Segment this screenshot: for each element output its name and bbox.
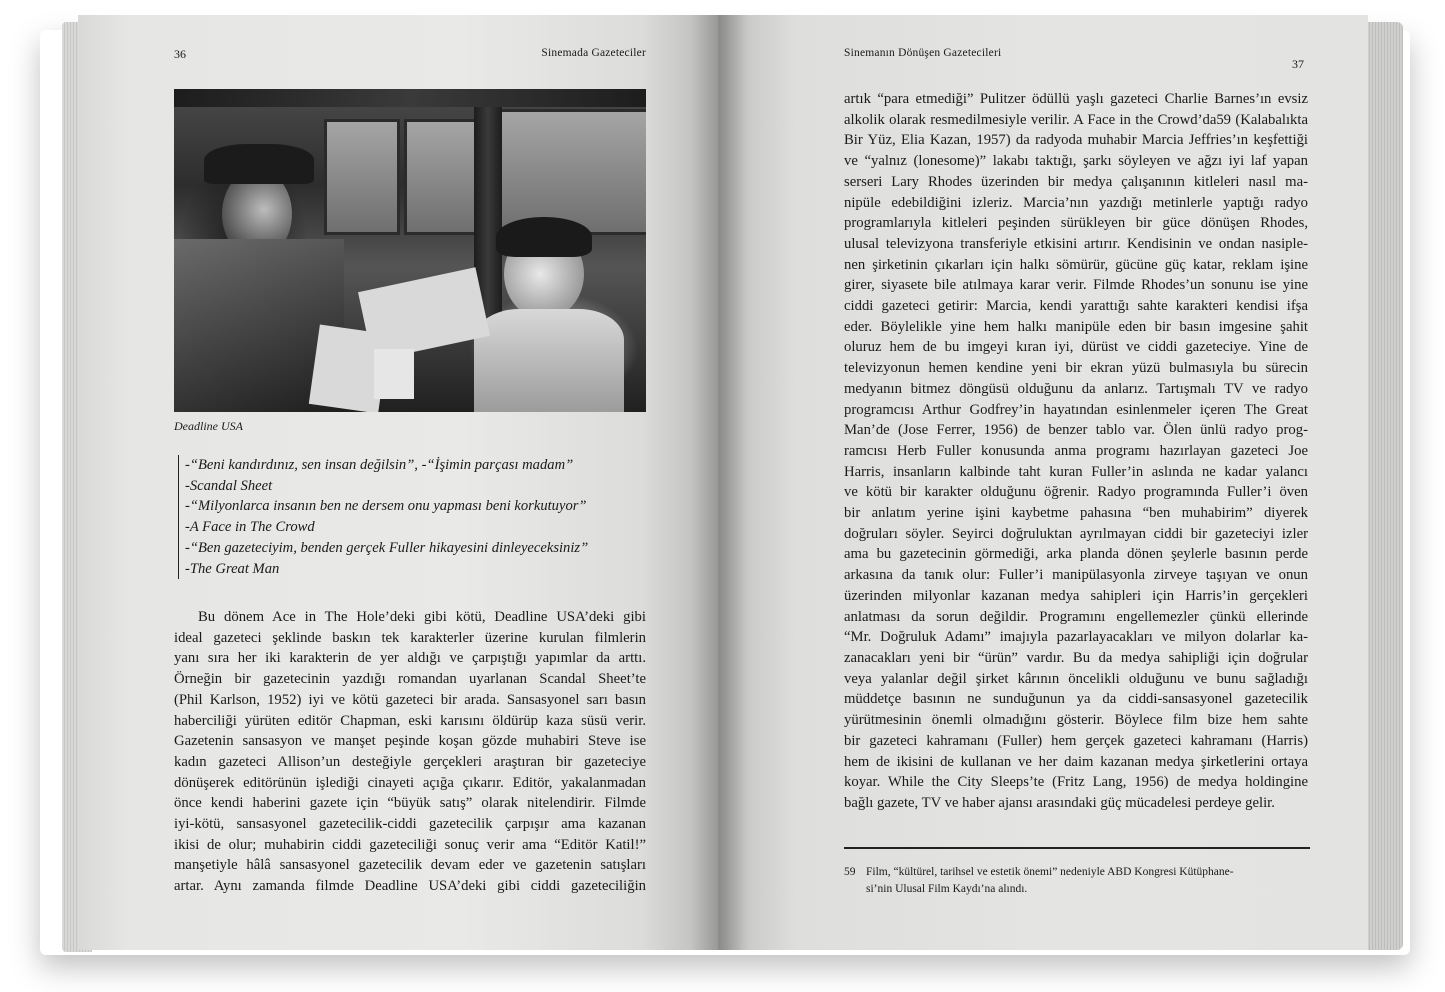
text-line: “Mr. Doğruluk Adamı” imajıyla pazarlayacakları ve milyon dolarlar ka-	[844, 629, 1308, 646]
text-line: koyar. While the City Sleeps’te (Fritz Lang, 1956) de medya holdingine	[844, 774, 1308, 791]
text-line: ulusal televizyona transferiyle etkisini artırır. Kendisinin ve ondan nasiple-	[844, 235, 1308, 252]
text-line: bağlı gazete, TV ve haber ajansı arasındaki güç mücadelesi perdeye gelir.	[844, 794, 1275, 811]
text-line: ciddi gazeteci getirir: Marcia, kendi yarattığı sahte karakteri kendisi ifşa	[844, 298, 1308, 315]
running-header-right: Sinemanın Dönüşen Gazetecileri	[844, 47, 1002, 59]
text-line: bir gazeteci kahramanı (Fuller) hem gerçek gazeteci kahramanı (Harris)	[844, 732, 1308, 749]
text-line: arkasına da tanık olur: Fuller’i manipülasyonla zirveye taşıyan ve onun	[844, 567, 1308, 584]
running-header-left: Sinemada Gazeteciler	[541, 47, 646, 59]
quote-line: -“Beni kandırdınız, sen insan değilsin”, -“İşimin parçası madam”	[185, 457, 574, 473]
footnote-line: si’nin Ulusal Film Kaydı’na alındı.	[866, 883, 1028, 895]
right-page	[718, 15, 1368, 950]
page-number-left: 36	[174, 47, 186, 61]
text-line: iyi-kötü, sansasyonel gazetecilik-ciddi gazetecilik çarpışır ama kazanan	[174, 816, 646, 833]
text-line: televizyonun hemen kendine yeni bir ekran yüzü bulmasıyla bu sürecin	[844, 360, 1308, 377]
text-line: ideal gazeteci şeklinde baskın tek karakterler üzerine kurulan filmlerin	[174, 629, 646, 646]
text-line: doğruları söyler. Seyirci doğruluktan ayrılmayan ciddi bir gazeteciyi izler	[844, 525, 1308, 542]
text-line: anlatması da sorun değildir. Programını engellemezler çünkü ellerinde	[844, 608, 1308, 625]
quote-line: -The Great Man	[185, 560, 280, 577]
quote-line: -“Milyonlarca insanın ben ne dersem onu yapması beni korkutuyor”	[185, 498, 587, 515]
quote-line: -A Face in The Crowd	[185, 519, 315, 536]
text-line: ve kötü bir karakter olduğunu öğrenir. Radyo programında Fuller’i öven	[844, 484, 1308, 501]
left-page	[78, 15, 718, 950]
text-line: Örneğin bir gazetecinin yazdığı romandan uyarlanan Scandal Sheet’te	[174, 671, 646, 688]
text-line: nipüle edebildiğini izleriz. Marcia’nın yazdığı metinlerle yaptığı radyo	[844, 194, 1308, 211]
text-line: oluruz hem de bu imgeyi kıran iyi, dürüst ve ciddi gazeteciye. Yine de	[844, 339, 1308, 356]
footnote-rule	[844, 847, 1310, 849]
text-line: programlarıyla kitleleri peşinden sürükleyen bir güce dönüşen Rhodes,	[844, 215, 1308, 232]
left-body-text	[174, 607, 646, 897]
text-line: Bu dönem Ace in The Hole’deki gibi kötü, Deadline USA’deki gibi	[198, 609, 646, 625]
text-line: ve “yalnız (lonesome)” lakabı taktığı, şarkı söyleyen ve ağzı iyi laf yapan	[844, 153, 1308, 170]
film-still-photo	[174, 89, 646, 412]
text-line: Gazetenin sansasyon ve manşet peşinde koşan gözde muhabiri Steve ise	[174, 733, 646, 750]
text-line: Harris, insanların kalbinde taht kuran Fuller’in aslında ne kadar yalancı	[844, 463, 1308, 480]
footnote-line: Film, “kültürel, tarihsel ve estetik önemi” nedeniyle ABD Kongresi Kütüphane-	[866, 866, 1234, 878]
text-line: artar. Aynı zamanda filmde Deadline USA’deki gibi ciddi gazeteciliğin	[174, 878, 646, 895]
text-line: programcısı Arthur Godfrey’in hayatından esinlenmeler içeren The Great	[844, 401, 1308, 418]
text-line: bir anlatım yerine işini kaybetme pahasına “ben muhabirim” diyerek	[844, 505, 1308, 522]
text-line: üzerinden milyonlar kazanan medya sahipleri için Harris’in gerçekleri	[844, 587, 1308, 604]
text-line: (Phil Karlson, 1952) iyi ve kötü gazeteci bir arada. Sansasyonel sarı basın	[174, 691, 646, 708]
text-line: dönüşerek editörünün işlediği cinayeti açığa çıkarır. Editör, yakalanmadan	[174, 774, 646, 791]
right-body-text	[844, 89, 1308, 814]
quote-line: -Scandal Sheet	[185, 477, 273, 494]
text-line: medyanın bitmez döngüsü olduğunu da anlarız. Tartışmalı TV ve radyo	[844, 380, 1308, 397]
text-line: kadın gazeteci Allison’un desteğiyle gerçekleri araştıran bir gazeteciye	[174, 753, 646, 770]
text-line: yürütmesinin önemli olmadığını gösterir. Böylece film bize hem sahte	[844, 712, 1308, 729]
quote-box	[178, 455, 645, 579]
text-line: hem de ikisini de kullanan ve her daim kazanan medya şirketlerini ortaya	[844, 753, 1308, 770]
text-line: yanı sıra her iki karakterin de yer aldığı ve çarpıştığı yapımlar da arttı.	[174, 650, 646, 667]
text-line: haberciliği yürüten editör Chapman, eski karısını öldürüp kaza süsü verir.	[174, 712, 646, 729]
text-line: Man’de (Jose Ferrer, 1956) de benzer tablo var. Ölen ünlü radyo prog-	[844, 422, 1308, 439]
text-line: manşetiyle hâlâ sansasyonel gazetecilik devam eder ve gazetenin satışları	[174, 857, 646, 874]
text-line: ramcısı Herb Fuller konusunda anma programı hazırlayan gazeteci Joe	[844, 442, 1308, 459]
text-line: ikisi de olur; muhabirin ciddi gazeteciliği sonuç verir ama “Editör Katil!”	[174, 836, 646, 853]
text-line: zanacakları yeni bir “ürün” vardır. Bu da medya sahipliği için doğrular	[844, 649, 1308, 666]
text-line: alkolik olarak resmedilmesiyle verilir. A Face in the Crowd’da59 (Kalabalıkta	[844, 111, 1308, 128]
footnote-number: 59	[844, 866, 856, 878]
text-line: serseri Lary Rhodes üzerinden bir medya çalışanının kitleleri nasıl ma-	[844, 173, 1308, 190]
text-line: müddetçe basının ne sunduğunun ya da ciddi-sansasyonel gazetecilik	[844, 691, 1308, 708]
text-line: ama bu gazetecinin görmediği, arka planda dönen şeylerle basının perde	[844, 546, 1308, 563]
photo-caption: Deadline USA	[174, 419, 243, 433]
quote-line: -“Ben gazeteciyim, benden gerçek Fuller hikayesini dinleyeceksiniz”	[185, 539, 589, 556]
text-line: veya yalanlar değil şirket kârının öncelikli olduğunu ve bunu sağladığı	[844, 670, 1308, 687]
footnote	[844, 864, 1310, 898]
text-line: girer, siyasete bile atılmaya karar verir. Filmde Rhodes’un sonunu ise yine	[844, 277, 1308, 294]
text-line: önce kendi haberini gazete için “büyük satış” olarak nitelendirir. Filmde	[174, 795, 646, 812]
text-line: eder. Böylelikle yine hem halkı manipüle eden bir basın imgesine şahit	[844, 318, 1308, 335]
page-number-right: 37	[1292, 57, 1304, 71]
text-line: Bir Yüz, Elia Kazan, 1957) da radyoda muhabir Marcia Jeffries’ın keşfettiği	[844, 132, 1308, 149]
text-line: nen şirketinin çıkarları için halkı sömürür, gücüne güç katar, reklam işine	[844, 256, 1308, 273]
text-line: artık “para etmediği” Pulitzer ödüllü yaşlı gazeteci Charlie Barnes’ın evsiz	[844, 91, 1308, 107]
